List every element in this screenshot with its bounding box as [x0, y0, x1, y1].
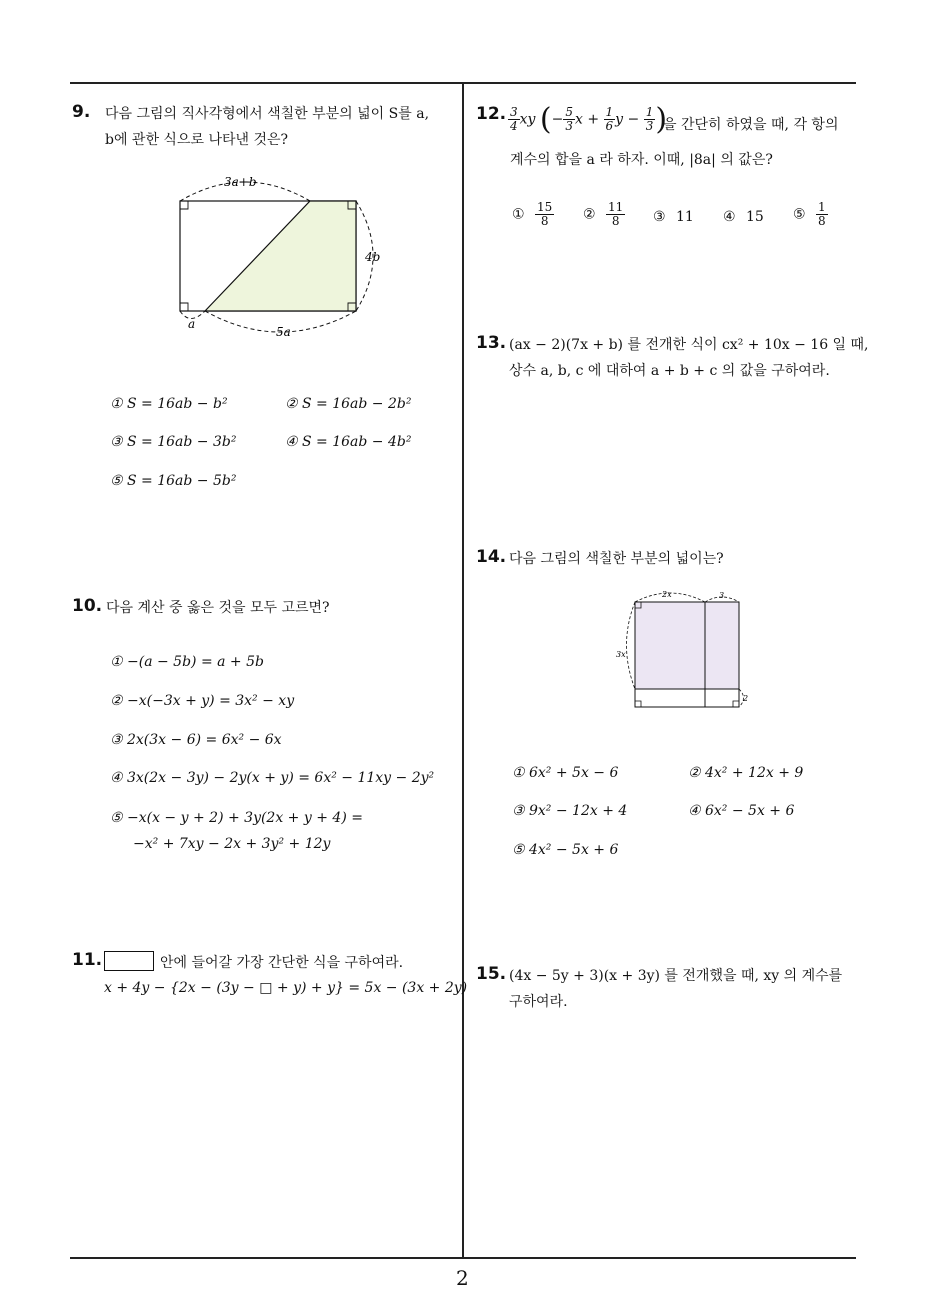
q12-option-1[interactable]	[512, 201, 554, 228]
q10-option-4[interactable]: ④ 3x(2x − 3y) − 2y(x + y) = 6x² − 11xy − 2y²	[110, 770, 435, 786]
q11-number: 11.	[72, 950, 103, 970]
q14-label-top-2: 3	[719, 591, 725, 600]
q10-option-5-continued: −x² + 7xy − 2x + 3y² + 12y	[133, 836, 331, 852]
q9-option-4[interactable]: ④ S = 16ab − 4b²	[285, 434, 412, 450]
q12-option-5[interactable]	[793, 201, 828, 228]
q9-label-bottom-left: a	[188, 317, 196, 331]
q12-option-5-num: 1	[818, 200, 826, 214]
q14-option-4[interactable]: ④ 6x² − 5x + 6	[688, 803, 795, 819]
q12-option-4-value: 15	[746, 209, 764, 225]
q9-figure	[160, 168, 390, 348]
q9-label-right: 4b	[365, 250, 381, 264]
q9-number: 9.	[72, 102, 91, 122]
q12-option-3-mark: ③	[653, 209, 666, 225]
q12-option-3-value: 11	[676, 209, 694, 225]
q12-expression: $\frac{3}{4}$ xy (− $\frac{5}{3}$ x + $\frac{1}{6}$ y − $\frac{1}{3}$ )	[510, 102, 668, 137]
q15-text-line1: (4x − 5y + 3)(x + 3y) 를 전개했을 때, xy 의 계수를	[509, 968, 843, 984]
q12-option-1-den: 8	[540, 214, 549, 228]
q12-xy: xy	[519, 111, 536, 128]
q12-option-4[interactable]	[723, 209, 764, 225]
q10-number: 10.	[72, 596, 103, 616]
q9-text-line2: b에 관한 식으로 나타낸 것은?	[105, 132, 289, 148]
q12-option-2-mark: ②	[583, 206, 596, 223]
q12-frac1-num: 3	[510, 105, 518, 119]
q13-text-line1: (ax − 2)(7x + b) 를 전개한 식이 cx² + 10x − 16 일 때,	[509, 337, 869, 353]
q12-option-5-mark: ⑤	[793, 206, 806, 223]
q12-x-term: x +	[575, 111, 600, 128]
q10-text: 다음 계산 중 옳은 것을 모두 고르면?	[106, 600, 330, 616]
q14-option-5[interactable]: ⑤ 4x² − 5x + 6	[512, 842, 619, 858]
q9-option-1[interactable]: ① S = 16ab − b²	[110, 396, 228, 412]
q9-option-3[interactable]: ③ S = 16ab − 3b²	[110, 434, 237, 450]
q14-label-top-1: 2x	[662, 590, 672, 599]
q15-number: 15.	[476, 964, 507, 984]
q10-option-3[interactable]: ③ 2x(3x − 6) = 6x² − 6x	[110, 732, 282, 748]
q12-frac2-den: 3	[565, 119, 573, 133]
q12-frac4-den: 3	[645, 119, 654, 133]
q14-shaded-region	[635, 602, 739, 689]
q9-shaded-region	[205, 201, 356, 311]
q9-label-top: 3a+b	[224, 175, 257, 189]
q12-option-3[interactable]	[653, 209, 694, 225]
q11-text: 안에 들어갈 가장 간단한 식을 구하여라.	[160, 955, 404, 971]
q14-number: 14.	[476, 547, 507, 567]
q12-number: 12.	[476, 104, 507, 124]
q12-text-line2: 계수의 합을 a 라 하자. 이때, |8a| 의 값은?	[510, 152, 773, 168]
q12-option-2-den: 8	[611, 214, 620, 228]
q12-text-tail: 을 간단히 하였을 때, 각 항의	[663, 117, 839, 133]
q11-equation: x + 4y − {2x − (3y − □ + y) + y} = 5x − (3x + 2y)	[104, 980, 468, 996]
q12-frac3-den: 6	[605, 119, 614, 133]
q12-option-4-mark: ④	[723, 209, 736, 225]
q12-option-2-num: 11	[608, 200, 624, 214]
q9-option-2[interactable]: ② S = 16ab − 2b²	[285, 396, 412, 412]
bottom-rule	[70, 1257, 856, 1259]
q12-frac1-den: 4	[510, 119, 518, 133]
page-number: 2	[456, 1266, 469, 1290]
q14-text: 다음 그림의 색칠한 부분의 넓이는?	[509, 551, 724, 567]
q13-number: 13.	[476, 333, 507, 353]
q10-option-2[interactable]: ② −x(−3x + y) = 3x² − xy	[110, 693, 295, 709]
q14-label-right: 2	[743, 694, 749, 703]
q15-text-line2: 구하여라.	[509, 994, 568, 1010]
q12-option-1-mark: ①	[512, 206, 525, 223]
q12-y-term: y −	[615, 111, 640, 128]
q9-label-bottom: 5a	[276, 325, 291, 339]
q14-option-1[interactable]: ① 6x² + 5x − 6	[512, 765, 619, 781]
q10-option-5[interactable]: ⑤ −x(x − y + 2) + 3y(2x + y + 4) =	[110, 810, 363, 826]
q9-text-line1: 다음 그림의 직사각형에서 색칠한 부분의 넓이 S를 a,	[105, 106, 430, 122]
q12-frac4-num: 1	[645, 105, 654, 119]
column-divider	[462, 82, 464, 1258]
q12-option-1-num: 15	[537, 200, 553, 214]
q14-figure	[612, 588, 757, 713]
q12-frac3-num: 1	[605, 105, 614, 119]
q9-option-5[interactable]: ⑤ S = 16ab − 5b²	[110, 473, 237, 489]
q12-option-5-den: 8	[818, 214, 826, 228]
q13-text-line2: 상수 a, b, c 에 대하여 a + b + c 의 값을 구하여라.	[509, 363, 830, 379]
q12-option-2[interactable]	[583, 201, 625, 228]
q11-answer-blank	[104, 950, 154, 971]
q14-option-2[interactable]: ② 4x² + 12x + 9	[688, 765, 804, 781]
q12-frac2-num: 5	[565, 105, 573, 119]
q10-option-1[interactable]: ① −(a − 5b) = a + 5b	[110, 654, 264, 670]
q14-label-left: 3x	[616, 650, 626, 659]
q14-option-3[interactable]: ③ 9x² − 12x + 4	[512, 803, 628, 819]
